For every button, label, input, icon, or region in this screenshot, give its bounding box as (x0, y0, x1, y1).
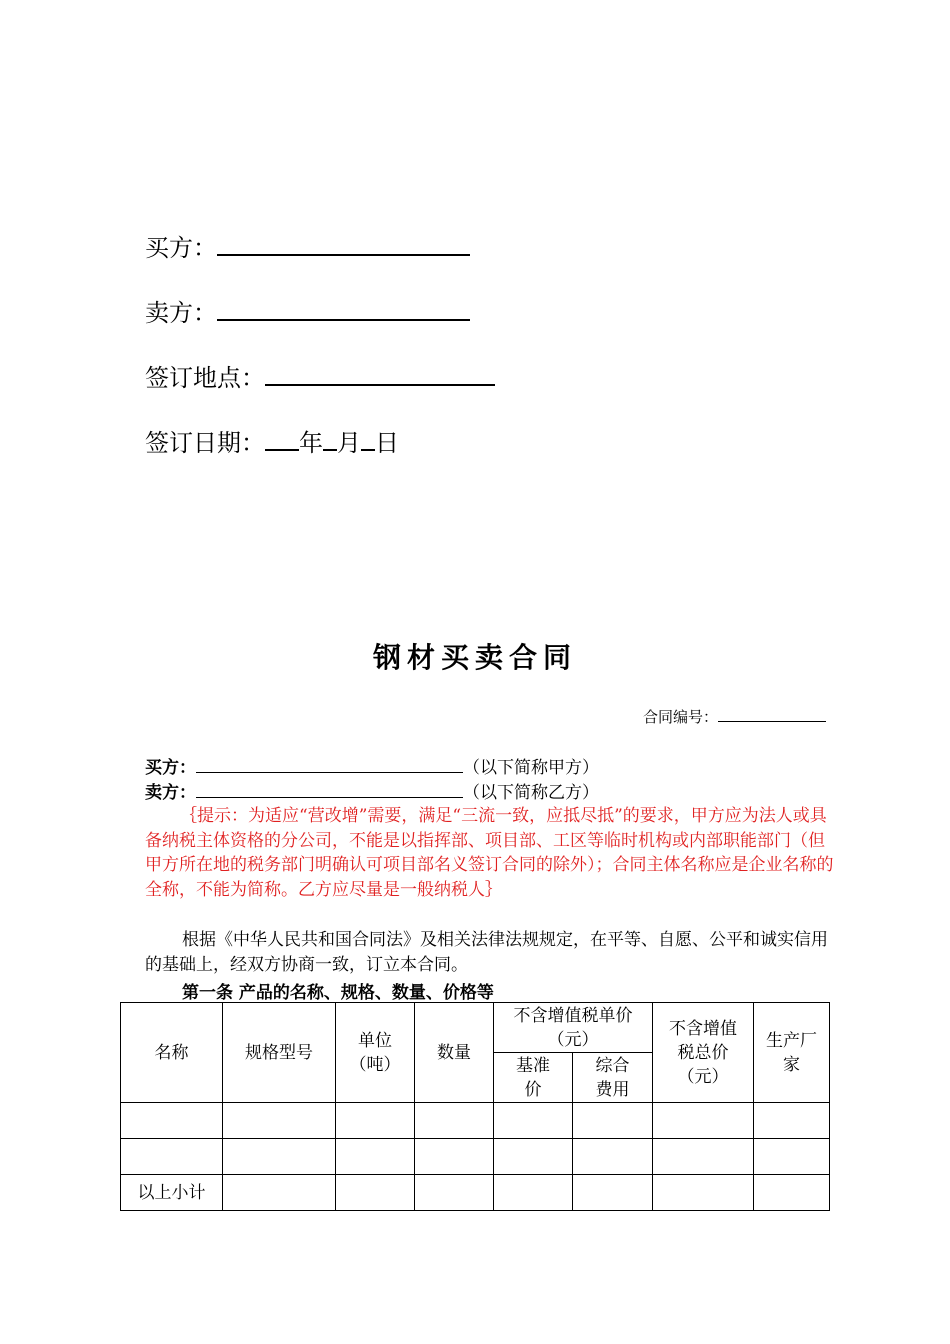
cover-place-label: 签订地点： (145, 364, 265, 392)
party-seller-suffix: （以下简称乙方） (463, 783, 599, 803)
table-row (121, 1139, 830, 1175)
cover-year-label: 年 (299, 429, 323, 457)
cover-buyer-blank[interactable] (217, 232, 470, 256)
table-row (121, 1103, 830, 1139)
header-maker-line2: 家 (783, 1054, 800, 1075)
table-cell[interactable] (121, 1139, 223, 1175)
header-unit-line2: （吨） (349, 1054, 401, 1075)
party-seller-blank[interactable] (196, 779, 463, 798)
contract-number-blank[interactable] (718, 706, 826, 722)
table-cell[interactable] (754, 1103, 830, 1139)
cover-day-blank[interactable] (361, 427, 375, 451)
header-total-line1: 不含增值 (669, 1018, 737, 1039)
header-base-line1: 基准 (516, 1055, 550, 1076)
cover-place-blank[interactable] (265, 362, 495, 386)
header-base-price (494, 1053, 573, 1103)
table-cell[interactable] (415, 1139, 494, 1175)
table-cell[interactable] (653, 1103, 754, 1139)
hint-paragraph: ｛提示：为适应“营改增”需要，满足“三流一致，应抵尽抵”的要求，甲方应为法人或具备纳税主体资格的分公司，不能是以指挥部、项目部、工区等临时机构或内部职能部门（但甲方所在地的税务部门明确认可项目部名义签订合同的除外）；合同主体名称应是企业名称的全称，不能为简称。乙方应尽量是一般纳税人｝ (145, 806, 834, 900)
header-unit-line1: 单位 (358, 1030, 392, 1051)
contract-number-label: 合同编号： (643, 708, 719, 726)
intro-paragraph: 根据《中华人民共和国合同法》及相关法律法规规定，在平等、自愿、公平和诚实信用的基础上，经双方协商一致，订立本合同。 (145, 930, 828, 975)
cover-date-label: 签订日期： (145, 429, 265, 457)
product-table (120, 1002, 830, 1211)
table-cell[interactable] (336, 1139, 415, 1175)
header-total-line2: 税总价 (677, 1042, 729, 1063)
party-buyer-label: 买方： (145, 758, 196, 778)
article-1-heading: 第一条 产品的名称、规格、数量、价格等 (182, 983, 494, 1003)
header-maker (754, 1003, 830, 1103)
table-cell[interactable] (121, 1103, 223, 1139)
cover-month-label: 月 (337, 429, 361, 457)
cover-buyer-line (145, 232, 470, 263)
header-name: 名称 (121, 1003, 223, 1103)
table-row-subtotal (121, 1175, 830, 1211)
header-unit-price (494, 1003, 653, 1053)
table-cell[interactable] (494, 1103, 573, 1139)
header-comp-line1: 综合 (595, 1055, 630, 1076)
cover-seller-blank[interactable] (217, 297, 470, 321)
table-cell[interactable] (653, 1139, 754, 1175)
party-buyer-line (145, 754, 599, 780)
table-cell[interactable] (573, 1175, 653, 1211)
party-seller-label: 卖方： (145, 783, 196, 803)
header-comprehensive-fee (573, 1053, 653, 1103)
subtotal-label: 以上小计 (121, 1175, 223, 1211)
header-maker-line1: 生产厂 (766, 1030, 817, 1051)
contract-number-line (643, 706, 826, 727)
party-seller-line (145, 779, 599, 805)
cover-buyer-label: 买方： (145, 234, 217, 262)
party-buyer-suffix: （以下简称甲方） (463, 758, 599, 778)
header-qty: 数量 (415, 1003, 494, 1103)
cover-place-line (145, 362, 495, 393)
table-cell[interactable] (223, 1139, 336, 1175)
cover-seller-line (145, 297, 470, 328)
cover-seller-label: 卖方： (145, 299, 217, 327)
party-buyer-blank[interactable] (196, 754, 463, 773)
table-cell[interactable] (573, 1103, 653, 1139)
table-cell[interactable] (336, 1103, 415, 1139)
header-total-line3: （元） (677, 1066, 729, 1087)
cover-year-blank[interactable] (265, 427, 299, 451)
table-cell[interactable] (494, 1139, 573, 1175)
table-cell[interactable] (415, 1103, 494, 1139)
table-cell[interactable] (754, 1175, 830, 1211)
header-unit-price-line2: （元） (547, 1029, 599, 1050)
header-total (653, 1003, 754, 1103)
table-cell[interactable] (494, 1175, 573, 1211)
table-cell[interactable] (573, 1139, 653, 1175)
cover-month-blank[interactable] (323, 427, 337, 451)
header-comp-line2: 费用 (595, 1079, 630, 1100)
header-spec: 规格型号 (223, 1003, 336, 1103)
table-cell[interactable] (754, 1139, 830, 1175)
table-cell[interactable] (223, 1103, 336, 1139)
table-cell[interactable] (653, 1175, 754, 1211)
table-cell[interactable] (336, 1175, 415, 1211)
table-cell[interactable] (415, 1175, 494, 1211)
table-cell[interactable] (223, 1175, 336, 1211)
header-unit (336, 1003, 415, 1103)
document-title: 钢材买卖合同 (372, 641, 577, 674)
cover-date-line (145, 427, 399, 458)
header-unit-price-line1: 不含增值税单价 (513, 1005, 633, 1026)
cover-day-label: 日 (375, 429, 399, 457)
header-base-line2: 价 (524, 1079, 542, 1100)
